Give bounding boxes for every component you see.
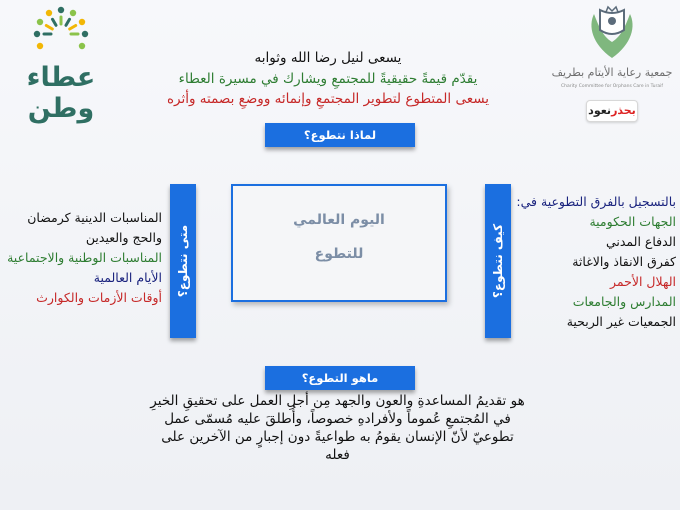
how-volunteer-label: كيف نتطوع؟ — [491, 223, 505, 299]
why-volunteer-header: لماذا نتطوع؟ — [265, 123, 415, 147]
list-item: أوقات الأزمات والكوارث — [36, 290, 162, 305]
when-volunteer-label: متى نتطوع؟ — [176, 224, 191, 298]
list-item: الهلال الأحمر — [609, 274, 676, 289]
intro-line-1: يسعى لنيل رضا الله وثوابه — [254, 50, 402, 66]
list-item: الدفاع المدني — [605, 234, 676, 249]
charity-name-english: Charity Committee for Orphans Care in Turaif — [561, 84, 663, 89]
list-item: المناسبات الدينية كرمضان — [27, 210, 162, 225]
when-list — [7, 208, 162, 308]
orphans-charity-logo — [548, 4, 676, 124]
intro-line-3: يسعى المتطوع لتطوير المجتمعِ وإنمائه ووضعِ بصمته وأثره — [166, 91, 490, 107]
ataa-watan-sunburst-icon — [6, 4, 116, 64]
center-title-line-1: اليوم العالمي — [293, 212, 385, 228]
when-volunteer-header — [170, 184, 196, 338]
list-item: المناسبات الوطنية والاجتماعية — [7, 250, 162, 265]
badge-red-word: بحذر — [611, 104, 636, 117]
volunteering-definition: هو تقديمُ المساعدةِ والعون والجهد مِن أجلِ العمل على تحقيقِ الخيرِ في المُجتمعِ عُموماً ولأفرادهِ خصوصاً، وأُطلقَ عليه مُسمّى عمل تطوعيّ لأنّ الإنسان يقومُ به طواعيةً دون إجبارٍ من الآخرين على فعله — [150, 393, 525, 463]
badge-black-word: نعود — [588, 104, 612, 117]
list-item: والحج والعيدين — [85, 230, 162, 245]
hands-emblem-icon — [548, 4, 676, 66]
list-item: الجمعيات غير الربحية — [566, 314, 676, 329]
how-volunteer-header — [485, 184, 511, 338]
list-item: بالتسجيل بالفرق التطوعية في: — [516, 194, 676, 209]
list-item: الجهات الحكومية — [589, 214, 676, 229]
intro-line-2: يقدّم قيمةً حقيقيةً للمجتمعِ ويشارك في مسيرة العطاء — [178, 71, 478, 87]
how-list — [516, 192, 676, 332]
charity-name-arabic: جمعية رعاية الأيتام بطريف — [551, 66, 673, 79]
list-item: الأيام العالمية — [93, 270, 162, 285]
center-title-line-2: للتطوع — [314, 246, 364, 262]
world-volunteer-day-box — [231, 184, 447, 302]
list-item: المدارس والجامعات — [572, 294, 676, 309]
return-carefully-badge — [586, 100, 638, 122]
what-is-volunteering-header: ماهو التطوع؟ — [265, 366, 415, 390]
ataa-watan-logo — [6, 4, 116, 124]
ataa-watan-wordmark: عطاء وطن — [26, 62, 96, 124]
list-item: كفرق الانقاذ والاغاثة — [572, 254, 676, 269]
